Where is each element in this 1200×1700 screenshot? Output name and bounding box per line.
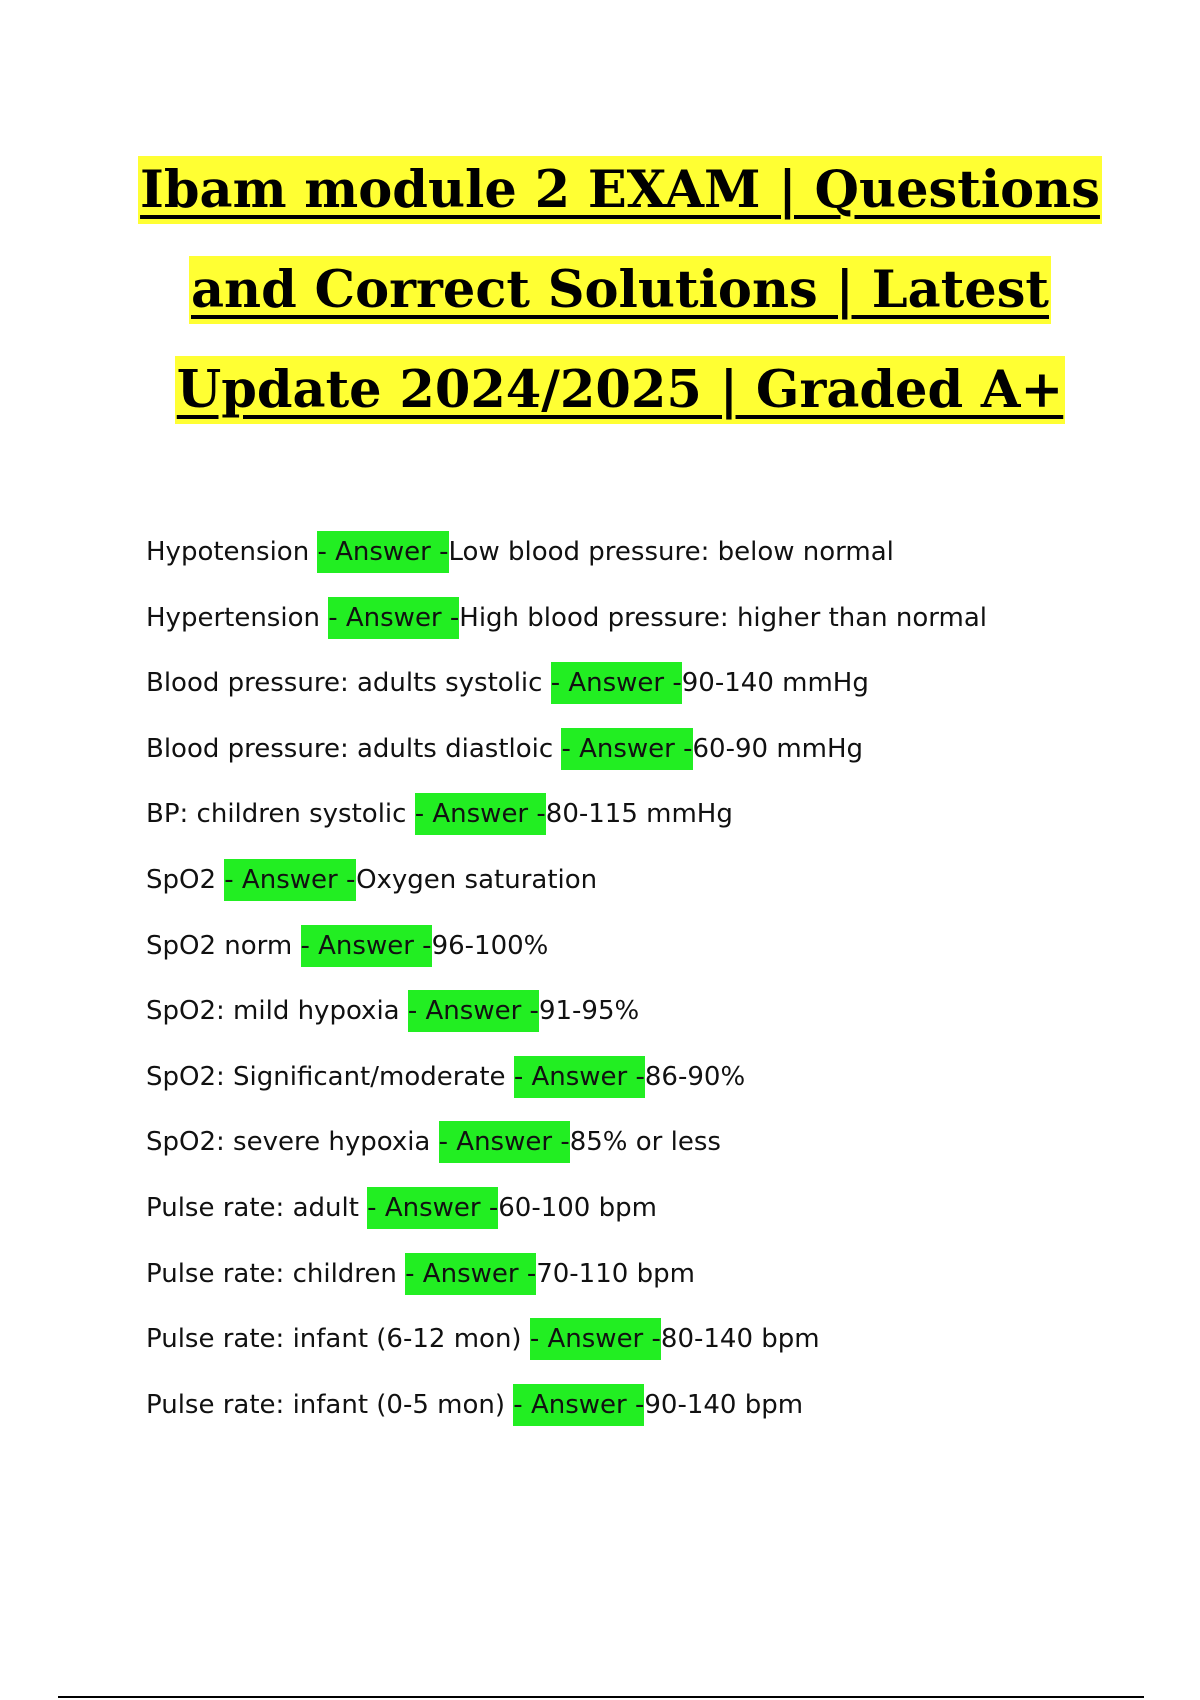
qa-term: Blood pressure: adults systolic (146, 668, 543, 699)
qa-term: BP: children systolic (146, 799, 407, 830)
qa-item (146, 858, 1146, 924)
qa-term: Pulse rate: infant (0-5 mon) (146, 1389, 506, 1420)
qa-term: SpO2: severe hypoxia (146, 1127, 431, 1158)
qa-answer: 86-90% (644, 1061, 746, 1092)
qa-answer: 60-90 mmHg (692, 733, 864, 764)
qa-item (146, 792, 1146, 858)
answer-tag: - Answer - (439, 1121, 570, 1163)
qa-answer: 85% or less (569, 1127, 721, 1158)
qa-answer: 91-95% (538, 996, 640, 1027)
title-line-1: Ibam module 2 EXAM | Questions (138, 156, 1102, 224)
qa-term: Pulse rate: children (146, 1258, 397, 1289)
qa-item (146, 1317, 1146, 1383)
document-title (0, 140, 1200, 440)
qa-answer: 90-140 mmHg (681, 668, 869, 699)
qa-answer: 70-110 bpm (536, 1258, 695, 1289)
qa-item (146, 1055, 1146, 1121)
qa-term: SpO2 (146, 864, 217, 895)
qa-term: Pulse rate: infant (6-12 mon) (146, 1324, 522, 1355)
qa-item (146, 661, 1146, 727)
qa-answer: 60-100 bpm (498, 1192, 657, 1223)
title-line-3: Update 2024/2025 | Graded A+ (175, 356, 1065, 424)
qa-answer: 80-115 mmHg (545, 799, 733, 830)
answer-tag: - Answer - (530, 1318, 661, 1360)
qa-item (146, 530, 1146, 596)
qa-item (146, 727, 1146, 793)
qa-item (146, 989, 1146, 1055)
answer-tag: - Answer - (415, 793, 546, 835)
qa-item (146, 924, 1146, 990)
answer-tag: - Answer - (317, 531, 448, 573)
page-bottom-rule (58, 1696, 1144, 1698)
title-line-2: and Correct Solutions | Latest (189, 256, 1051, 324)
answer-tag: - Answer - (551, 662, 682, 704)
qa-item (146, 1252, 1146, 1318)
qa-answer: 96-100% (431, 930, 549, 961)
answer-tag: - Answer - (301, 925, 432, 967)
answer-tag: - Answer - (561, 728, 692, 770)
answer-tag: - Answer - (405, 1253, 536, 1295)
qa-list (146, 530, 1146, 1448)
qa-term: Blood pressure: adults diastloic (146, 733, 554, 764)
qa-term: SpO2: Significant/moderate (146, 1061, 506, 1092)
qa-item (146, 596, 1146, 662)
qa-item (146, 1186, 1146, 1252)
answer-tag: - Answer - (408, 990, 539, 1032)
qa-item (146, 1120, 1146, 1186)
qa-answer: Oxygen saturation (356, 864, 598, 895)
qa-term: Hypotension (146, 537, 310, 567)
qa-answer: 80-140 bpm (660, 1324, 820, 1355)
answer-tag: - Answer - (224, 859, 356, 901)
qa-item (146, 1383, 1146, 1449)
qa-term: Pulse rate: adult (146, 1192, 359, 1223)
answer-tag: - Answer - (514, 1056, 645, 1098)
qa-answer: 90-140 bpm (644, 1389, 804, 1420)
answer-tag: - Answer - (513, 1384, 644, 1426)
qa-term: SpO2: mild hypoxia (146, 996, 400, 1027)
qa-answer: High blood pressure: higher than normal (459, 602, 988, 633)
qa-term: Hypertension (146, 602, 320, 633)
answer-tag: - Answer - (328, 597, 459, 639)
document-page (48, 0, 1152, 1700)
answer-tag: - Answer - (367, 1187, 498, 1229)
qa-term: SpO2 norm (146, 930, 293, 961)
qa-answer: Low blood pressure: below normal (448, 537, 894, 567)
